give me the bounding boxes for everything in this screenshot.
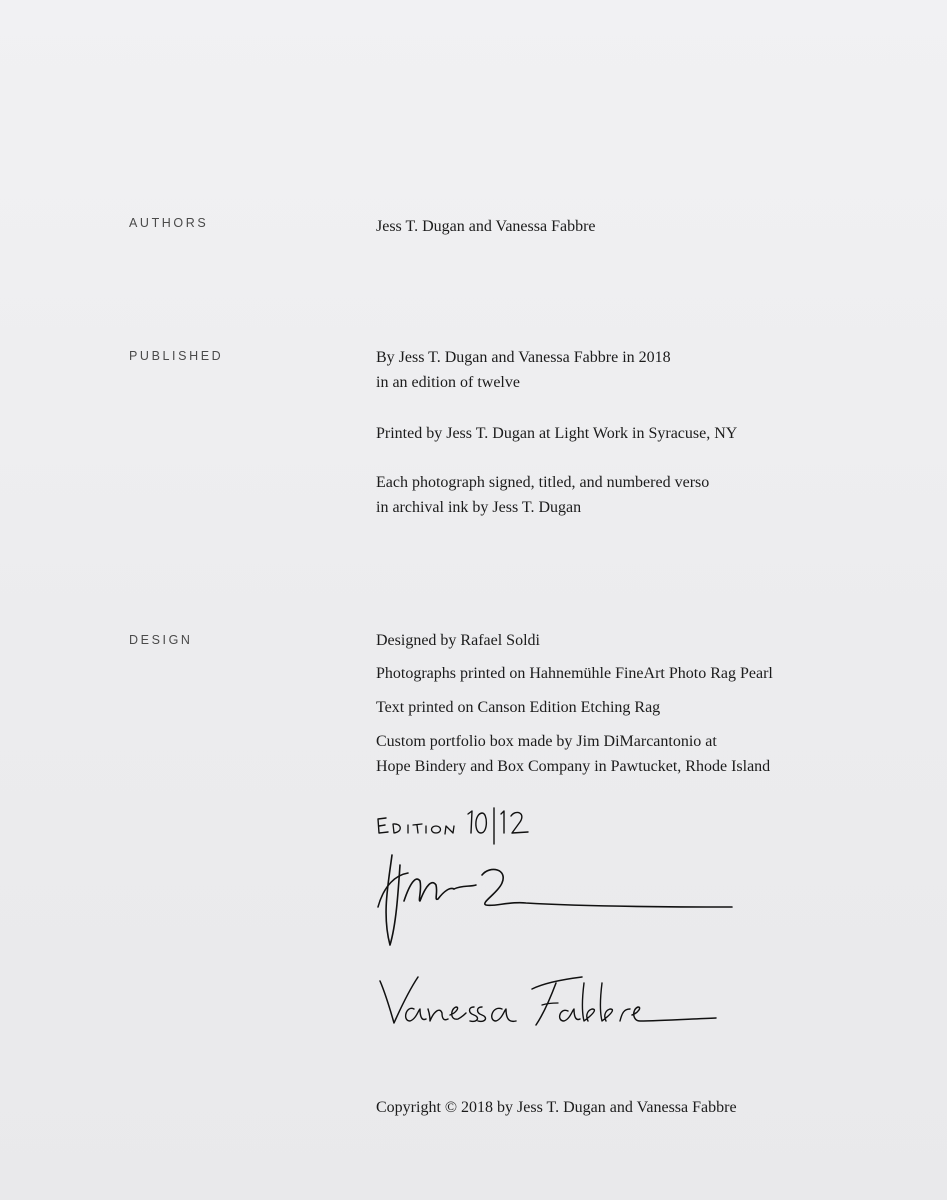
copyright-text: Copyright © 2018 by Jess T. Dugan and Vanessa Fabbre	[376, 1099, 737, 1116]
edition-handwriting	[370, 800, 570, 850]
published-line-1: By Jess T. Dugan and Vanessa Fabbre in 2018	[376, 349, 671, 366]
designer-text: Designed by Rafael Soldi	[376, 632, 540, 649]
authors-text: Jess T. Dugan and Vanessa Fabbre	[376, 218, 596, 235]
signed-line-1: Each photograph signed, titled, and numbered verso	[376, 474, 710, 491]
signature-jess-dugan	[370, 845, 740, 955]
design-label: DESIGN	[129, 633, 193, 647]
box-line-2: Hope Bindery and Box Company in Pawtucket, Rhode Island	[376, 758, 771, 775]
published-label: PUBLISHED	[129, 349, 224, 363]
signature-vanessa-fabbre	[370, 965, 730, 1035]
printed-by-text: Printed by Jess T. Dugan at Light Work in Syracuse, NY	[376, 425, 738, 442]
box-line-1: Custom portfolio box made by Jim DiMarcantonio at	[376, 733, 717, 750]
published-line-2: in an edition of twelve	[376, 374, 520, 391]
signed-line-2: in archival ink by Jess T. Dugan	[376, 499, 582, 516]
text-paper-text: Text printed on Canson Edition Etching Rag	[376, 699, 661, 716]
photo-paper-text: Photographs printed on Hahnemühle FineArt Photo Rag Pearl	[376, 665, 773, 682]
authors-label: AUTHORS	[129, 216, 209, 230]
